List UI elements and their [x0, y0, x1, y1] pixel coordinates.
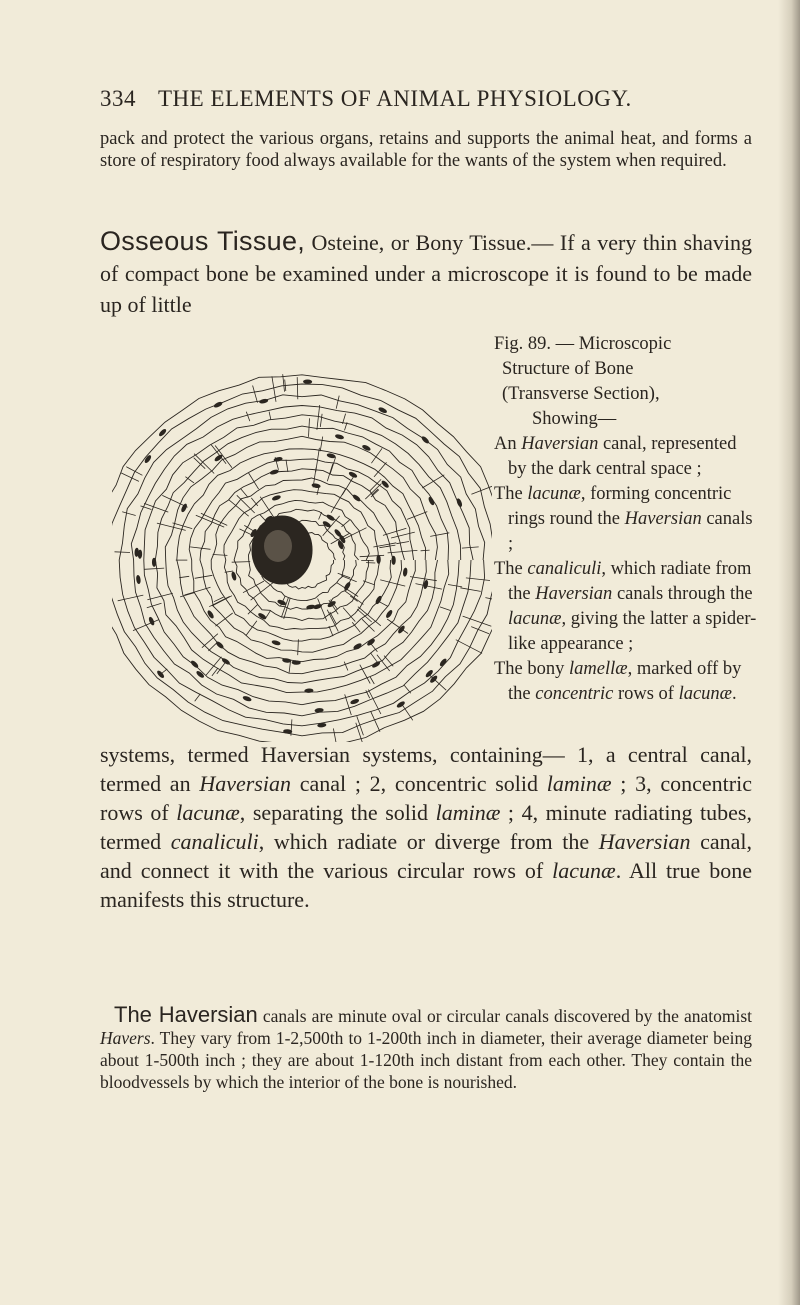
cap4-em2: concentric: [535, 684, 614, 704]
sys-t1: systems, termed Haversian systems, containing— 1, a central canal, termed an: [100, 742, 752, 796]
caption-title-1: Fig. 89. — Microscopic: [494, 334, 672, 354]
cap4-d: .: [732, 684, 737, 704]
cap3-a: The: [494, 559, 528, 579]
caption-item-2: [494, 482, 758, 557]
cap3-em2: Haversian: [535, 584, 613, 604]
sys-e1: Haversian: [199, 771, 291, 796]
cap2-b: , forming concentric rings round the: [508, 484, 732, 529]
sys-e4: laminæ: [435, 800, 501, 825]
caption-item-3: [494, 557, 758, 657]
caption-title-3: (Transverse Section),: [502, 384, 660, 404]
caption-title-2: Structure of Bone: [502, 359, 634, 379]
sys-t4: , separating the solid: [239, 800, 436, 825]
caption-item-4: [494, 657, 758, 707]
cap3-d: , giving the latter a spider-like appearance ;: [508, 609, 757, 654]
sys-t7: canal, and connect it with the various circular rows of: [100, 829, 752, 883]
intro-paragraph: pack and protect the various organs, retains and supports the animal heat, and forms a store of respiratory food always available for the wants of the system when required.: [100, 129, 752, 171]
bone-cross-section-figure: [112, 330, 492, 742]
sys-t8: . All true bone manifests this structure.: [100, 858, 752, 912]
page-edge-shadow: [778, 0, 800, 1305]
haversian-heading: The Haversian: [114, 1002, 258, 1027]
running-title: THE ELEMENTS OF ANIMAL PHYSIOLOGY.: [158, 86, 632, 111]
caption-title-4: Showing—: [532, 409, 617, 429]
cap1-a: An: [494, 434, 522, 454]
cap1-b: canal, represented by the dark central space ;: [508, 434, 737, 479]
sys-e3: lacunæ: [176, 800, 240, 825]
cap3-c: canals through the: [612, 584, 753, 604]
cap4-a: The bony: [494, 659, 570, 679]
figure-caption: [494, 332, 758, 707]
cap3-em3: lacunæ: [508, 609, 562, 629]
cap2-c: canals ;: [508, 509, 753, 554]
sys-e7: lacunæ: [552, 858, 616, 883]
sys-e5: canaliculi: [170, 829, 259, 854]
cap3-em: canaliculi: [527, 559, 602, 579]
cap4-b: , marked off by the: [508, 659, 742, 704]
cap2-em2: Haversian: [624, 509, 702, 529]
cap1-em: Haversian: [521, 434, 599, 454]
caption-item-1: [494, 432, 758, 482]
sys-t2: canal ; 2, concentric solid: [290, 771, 547, 796]
osseous-tissue-paragraph: [100, 226, 752, 320]
cap4-em3: lacunæ: [678, 684, 733, 704]
page-number: 334: [100, 86, 136, 111]
cap3-b: , which radiate from the: [508, 559, 752, 604]
osseous-heading: Osseous Tissue,: [100, 226, 306, 256]
hav-e1: Havers: [100, 1028, 151, 1048]
sys-t6: , which radiate or diverge from the: [258, 829, 599, 854]
cap4-em: lamellæ: [569, 659, 628, 679]
haversian-canals-paragraph: [100, 1004, 752, 1093]
sys-t5: ; 4, minute radiating tubes, termed: [100, 800, 752, 854]
hav-t1: canals are minute oval or circular canals discovered by the anatomist: [257, 1006, 752, 1026]
cap2-em: lacunæ: [527, 484, 581, 504]
haversian-systems-paragraph: [100, 740, 752, 914]
cap2-a: The: [494, 484, 528, 504]
sys-t3: ; 3, concentric rows of: [100, 771, 752, 825]
cap4-c: rows of: [613, 684, 679, 704]
osseous-text: Osteine, or Bony Tissue.— If a very thin shaving of compact bone be examined under a microscope it is found to be made up of little: [100, 230, 752, 317]
running-header: [100, 86, 740, 112]
hav-t2: . They vary from 1-2,500th to 1-200th inch in diameter, their average diameter being about 1-500th inch ; they are about 1-120th inch distant from each other. They contain the bloodvessels by which the interior of the bone is nourished.: [100, 1028, 752, 1092]
sys-e6: Haversian: [598, 829, 691, 854]
sys-e2: laminæ: [546, 771, 612, 796]
